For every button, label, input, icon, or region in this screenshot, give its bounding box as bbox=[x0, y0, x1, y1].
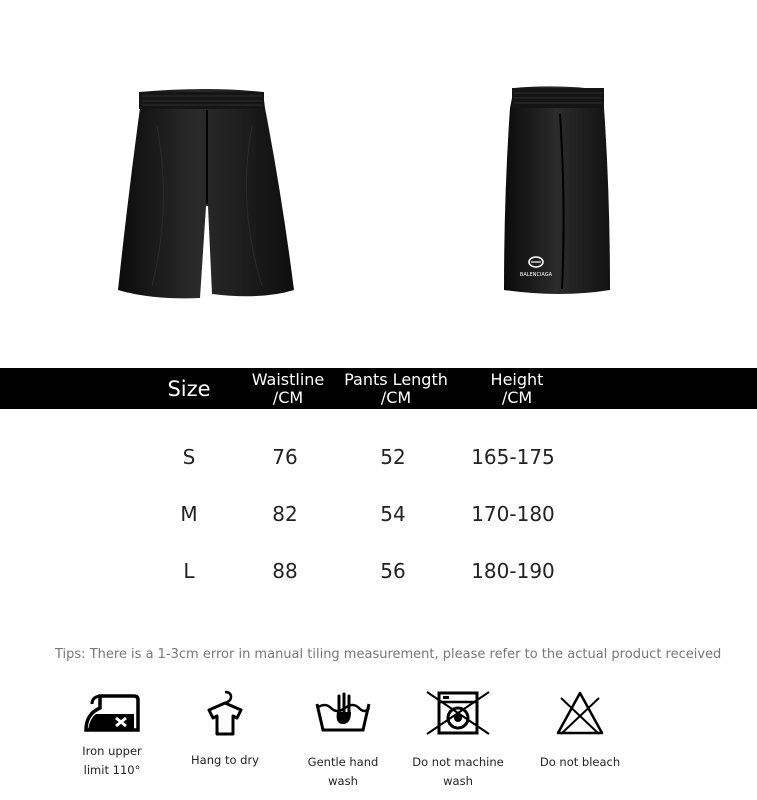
header-waistline: Waistline /CM bbox=[251, 369, 325, 407]
cell-height: 170-180 bbox=[471, 502, 555, 526]
cell-size: L bbox=[183, 559, 195, 583]
cell-pants-length: 56 bbox=[380, 559, 406, 583]
care-no-bleach: Do not bleach bbox=[530, 690, 630, 772]
care-hand-wash: Gentle hand wash bbox=[292, 690, 394, 791]
side-shorts-image bbox=[500, 84, 615, 300]
cell-size: S bbox=[182, 445, 196, 469]
front-shorts-image bbox=[112, 86, 302, 304]
care-hang-dry: Hang to dry bbox=[186, 688, 264, 770]
cell-size: M bbox=[180, 502, 198, 526]
logo-text: BALENCIAGA bbox=[519, 272, 553, 278]
no-machine-wash-icon bbox=[425, 690, 491, 736]
cell-height: 180-190 bbox=[471, 559, 555, 583]
header-height: Height /CM bbox=[490, 369, 544, 407]
tips-text: Tips: There is a 1-3cm error in manual tiling measurement, please refer to the actual product received bbox=[55, 647, 722, 662]
care-iron: Iron upper limit 110° bbox=[70, 690, 154, 780]
hand-wash-icon bbox=[313, 690, 373, 736]
header-pants-length: Pants Length /CM bbox=[344, 369, 448, 407]
cell-waistline: 88 bbox=[272, 559, 298, 583]
table-row bbox=[0, 445, 757, 475]
size-table-header bbox=[0, 368, 757, 409]
cell-pants-length: 52 bbox=[380, 445, 406, 469]
cell-pants-length: 54 bbox=[380, 502, 406, 526]
cell-height: 165-175 bbox=[471, 445, 555, 469]
table-row bbox=[0, 502, 757, 532]
care-no-machine-wash: Do not machine wash bbox=[398, 690, 518, 791]
header-size: Size bbox=[167, 376, 211, 401]
cell-waistline: 82 bbox=[272, 502, 298, 526]
cell-waistline: 76 bbox=[272, 445, 298, 469]
no-bleach-icon bbox=[555, 690, 605, 736]
table-row bbox=[0, 559, 757, 589]
hang-dry-icon bbox=[203, 688, 247, 738]
iron-icon bbox=[82, 690, 142, 736]
